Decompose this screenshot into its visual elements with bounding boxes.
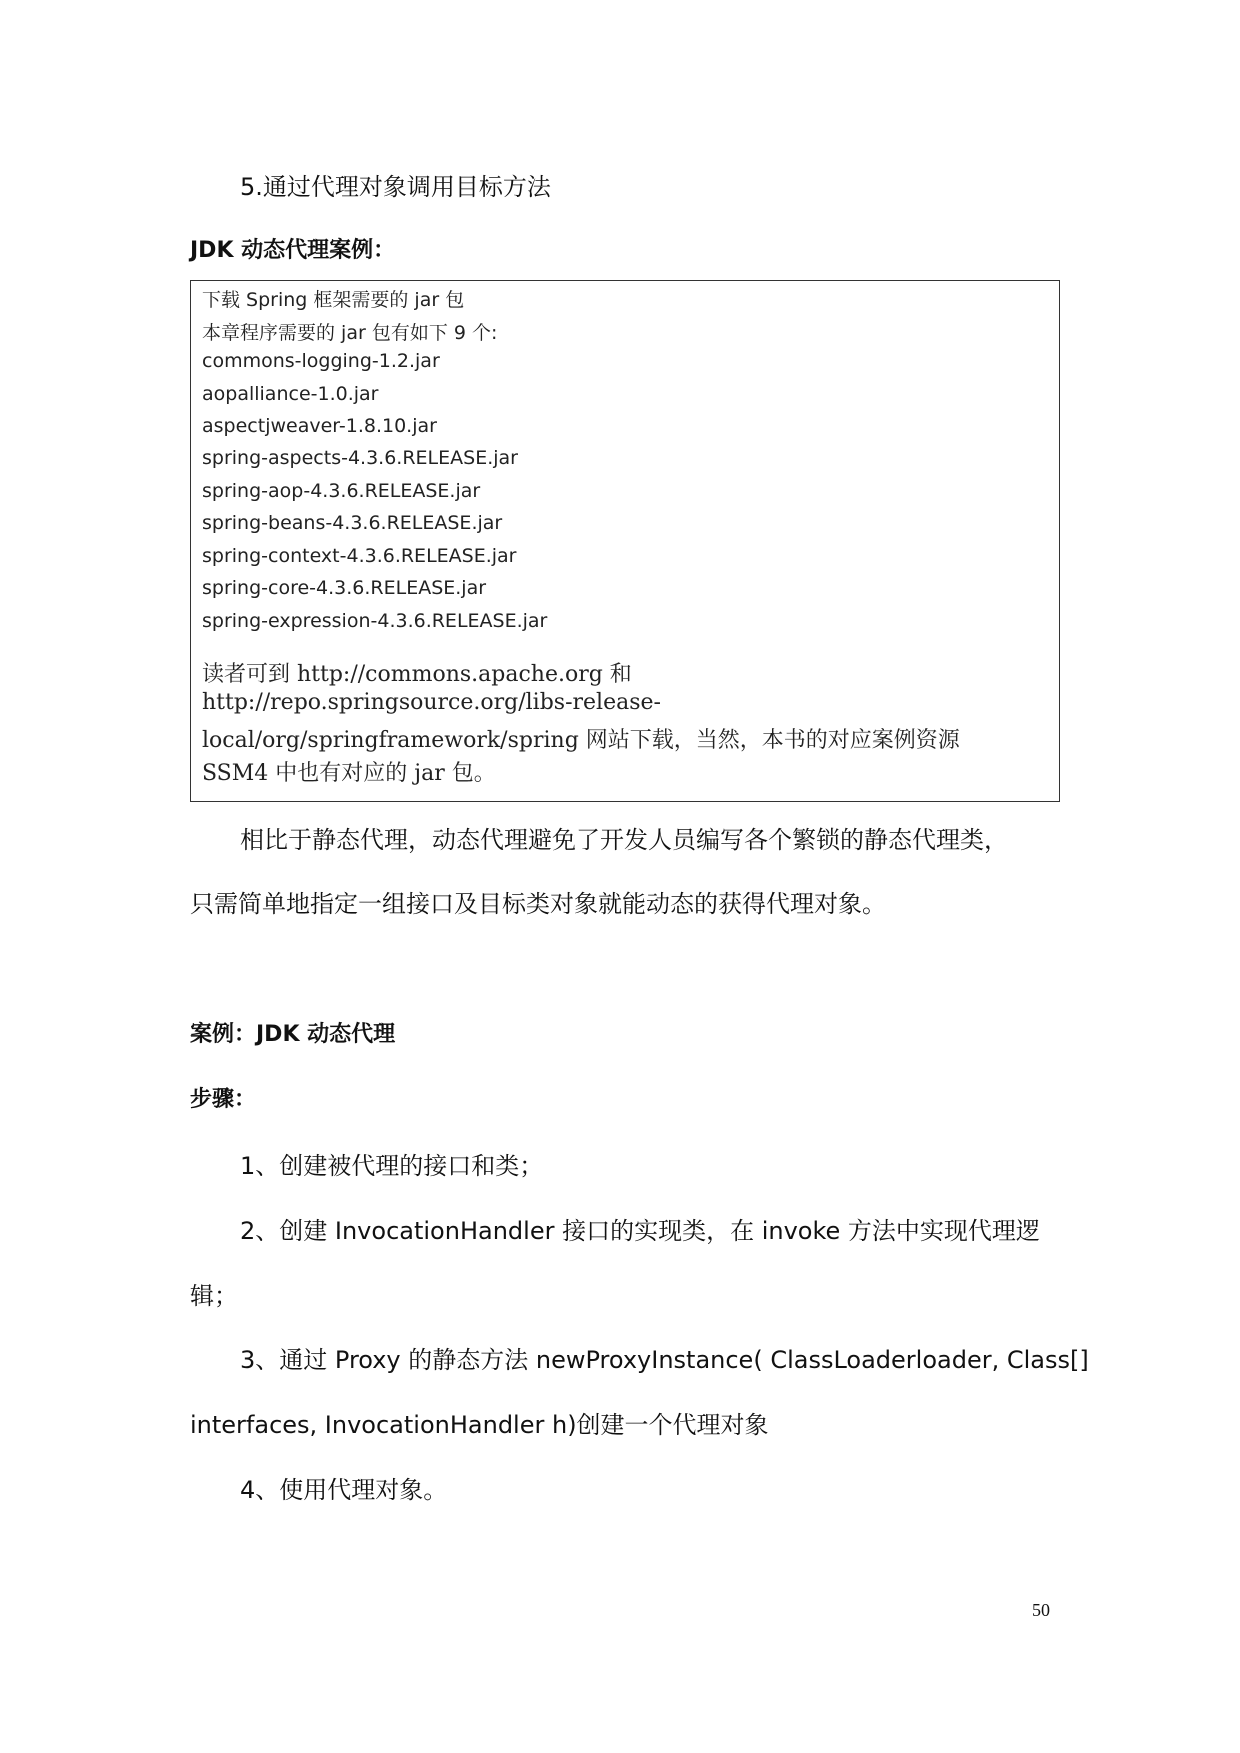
jar-list-box — [190, 280, 1060, 802]
page-number: 50 — [1032, 1600, 1050, 1620]
box-line: spring-expression-4.3.6.RELEASE.jar — [202, 610, 548, 632]
steps-heading: 步骤： — [190, 1087, 257, 1112]
step-1: 1、创建被代理的接口和类； — [240, 1152, 544, 1180]
box-line: spring-aspects-4.3.6.RELEASE.jar — [202, 447, 518, 469]
step-3-line-1: 3、通过 Proxy 的静态方法 newProxyInstance( ClassLoaderloader, Class[] — [240, 1346, 1089, 1374]
step-2-line-1: 2、创建 InvocationHandler 接口的实现类，在 invoke 方法中实现代理逻 — [240, 1217, 1040, 1245]
paragraph-line: 相比于静态代理，动态代理避免了开发人员编写各个繁锁的静态代理类， — [240, 826, 1008, 854]
box-line: aspectjweaver-1.8.10.jar — [202, 415, 437, 437]
step-3-line-2: interfaces, InvocationHandler h)创建一个代理对象 — [190, 1411, 769, 1439]
note-line: local/org/springframework/spring 网站下载，当然，本书的对应案例资源 — [202, 728, 960, 753]
box-line: spring-beans-4.3.6.RELEASE.jar — [202, 512, 503, 534]
box-line: commons-logging-1.2.jar — [202, 350, 440, 372]
note-line: SSM4 中也有对应的 jar 包。 — [202, 761, 496, 786]
case-heading: 案例：JDK 动态代理 — [190, 1022, 396, 1047]
box-line: 本章程序需要的 jar 包有如下 9 个: — [202, 322, 498, 344]
section-title: 5.通过代理对象调用目标方法 — [240, 173, 551, 201]
paragraph-line: 只需简单地指定一组接口及目标类对象就能动态的获得代理对象。 — [190, 890, 886, 918]
box-line: aopalliance-1.0.jar — [202, 383, 379, 405]
box-line: spring-core-4.3.6.RELEASE.jar — [202, 577, 487, 599]
step-2-line-2: 辑； — [190, 1282, 238, 1310]
box-line: spring-aop-4.3.6.RELEASE.jar — [202, 480, 481, 502]
note-line: 读者可到 http://commons.apache.org 和 — [202, 662, 632, 687]
jdk-heading: JDK 动态代理案例： — [190, 238, 396, 263]
step-4: 4、使用代理对象。 — [240, 1476, 448, 1504]
box-line: spring-context-4.3.6.RELEASE.jar — [202, 545, 517, 567]
box-line: 下载 Spring 框架需要的 jar 包 — [202, 289, 465, 311]
note-line: http://repo.springsource.org/libs-release- — [202, 690, 661, 715]
